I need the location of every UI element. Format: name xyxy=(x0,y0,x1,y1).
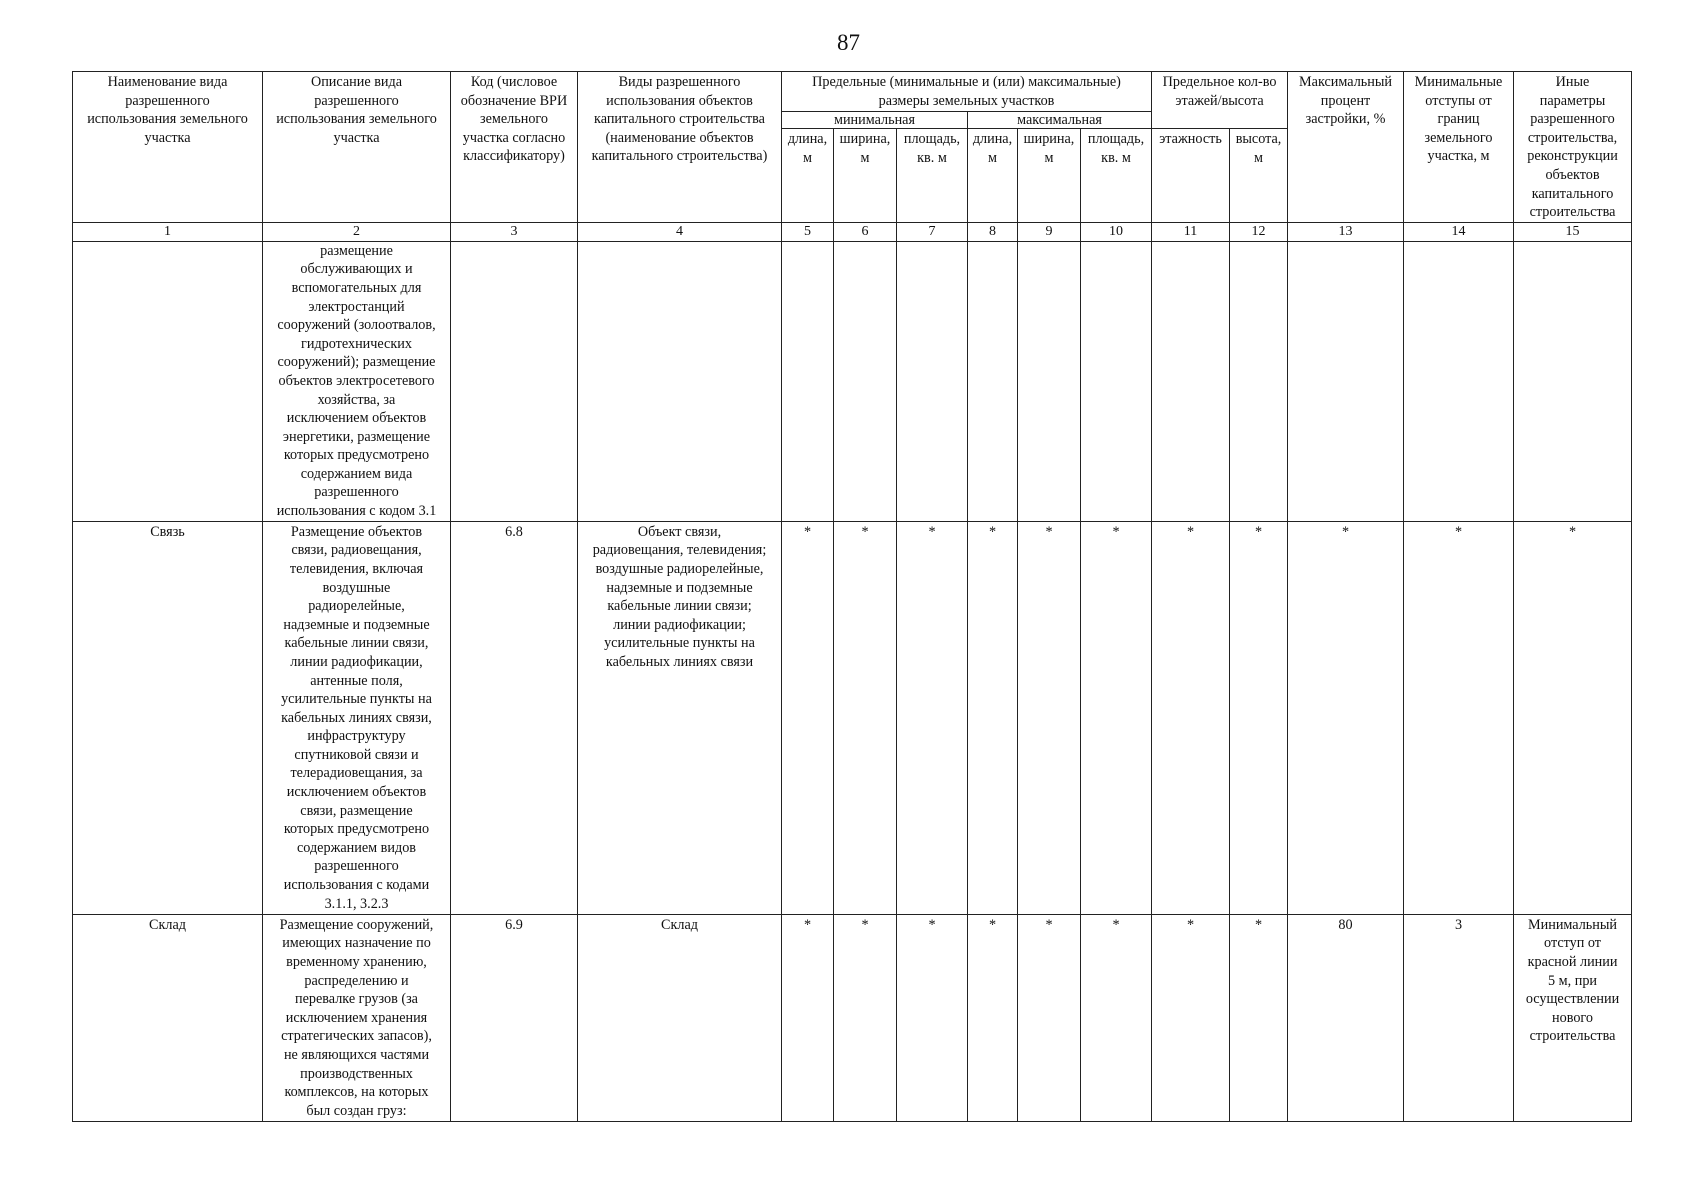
header-max-area: площадь, кв. м xyxy=(1081,129,1152,223)
cell-name: Связь xyxy=(73,521,263,914)
cell-objects: Объект связи, радиовещания, телевидения; воздушные радиорелейные, надземные и подземные кабельные линии связи; линии радиофикации; усилительные пункты на кабельных линиях связи xyxy=(578,521,782,914)
cell-value xyxy=(834,241,897,521)
cell-code xyxy=(451,241,578,521)
header-min-area: площадь, кв. м xyxy=(897,129,968,223)
cell-description: Размещение объектов связи, радиовещания, телевидения, включая воздушные радиорелейные, надземные и подземные кабельные линии связи, линии радиофикации, антенные поля, усилительные пункты на кабельных линиях связи, инфраструктуру спутниковой связи и телерадиовещания, за исключением объектов связи, размещение которых предусмотрено содержанием видов разрешенного использования с кодами 3.1.1, 3.2.3 xyxy=(263,521,451,914)
cell-value xyxy=(1081,241,1152,521)
column-number: 7 xyxy=(897,222,968,241)
header-max-coverage: Максимальный процент застройки, % xyxy=(1288,72,1404,223)
cell-value: * xyxy=(1018,914,1081,1121)
header-min-setbacks: Минимальные отступы от границ земельного участка, м xyxy=(1404,72,1514,223)
table-row xyxy=(73,914,1632,1121)
column-number: 6 xyxy=(834,222,897,241)
cell-value: * xyxy=(897,521,968,914)
header-name: Наименование вида разрешенного использования земельного участка xyxy=(73,72,263,223)
header-size-limits: Предельные (минимальные и (или) максимальные) размеры земельных участков xyxy=(782,72,1152,112)
header-floors-height: Предельное кол-во этажей/высота xyxy=(1152,72,1288,129)
column-number: 9 xyxy=(1018,222,1081,241)
cell-value: 80 xyxy=(1288,914,1404,1121)
column-number: 5 xyxy=(782,222,834,241)
cell-value: * xyxy=(782,914,834,1121)
column-number: 1 xyxy=(73,222,263,241)
cell-value xyxy=(1018,241,1081,521)
column-number: 2 xyxy=(263,222,451,241)
header-code: Код (числовое обозначение ВРИ земельного участка согласно классификатору) xyxy=(451,72,578,223)
column-number: 10 xyxy=(1081,222,1152,241)
header-description: Описание вида разрешенного использования земельного участка xyxy=(263,72,451,223)
column-number: 8 xyxy=(968,222,1018,241)
cell-value xyxy=(1288,241,1404,521)
cell-name xyxy=(73,241,263,521)
table-row xyxy=(73,241,1632,521)
cell-code: 6.8 xyxy=(451,521,578,914)
cell-objects xyxy=(578,241,782,521)
cell-value: * xyxy=(1152,914,1230,1121)
cell-value: * xyxy=(968,914,1018,1121)
cell-value: * xyxy=(1018,521,1081,914)
column-numbers-row xyxy=(73,222,1632,241)
header-max-width: ширина, м xyxy=(1018,129,1081,223)
cell-value: * xyxy=(897,914,968,1121)
cell-value: * xyxy=(1514,521,1632,914)
cell-value xyxy=(1404,241,1514,521)
page-number: 87 xyxy=(837,30,860,55)
header-other-params: Иные параметры разрешенного строительства, реконструкции объектов капитального строительства xyxy=(1514,72,1632,223)
cell-value xyxy=(968,241,1018,521)
cell-name: Склад xyxy=(73,914,263,1121)
header-height: высота, м xyxy=(1230,129,1288,223)
column-number: 3 xyxy=(451,222,578,241)
cell-value xyxy=(1230,241,1288,521)
column-number: 4 xyxy=(578,222,782,241)
cell-objects: Склад xyxy=(578,914,782,1121)
header-minimum: минимальная xyxy=(782,111,968,128)
cell-value: * xyxy=(782,521,834,914)
cell-value: * xyxy=(1230,521,1288,914)
cell-value: * xyxy=(834,914,897,1121)
cell-value xyxy=(1514,241,1632,521)
cell-value xyxy=(1152,241,1230,521)
cell-description: Размещение сооружений, имеющих назначение по временному хранению, распределению и перевалке грузов (за исключением хранения стратегических запасов), не являющихся частями производственных комплексов, на которых был создан груз: xyxy=(263,914,451,1121)
header-min-width: ширина, м xyxy=(834,129,897,223)
cell-value: * xyxy=(1404,521,1514,914)
cell-value: * xyxy=(834,521,897,914)
cell-value: 3 xyxy=(1404,914,1514,1121)
cell-description: размещение обслуживающих и вспомогательных для электростанций сооружений (золоотвалов, гидротехнических сооружений); размещение объектов электросетевого хозяйства, за исключением объектов энергетики, размещение которых предусмотрено содержанием вида разрешенного использования с кодом 3.1 xyxy=(263,241,451,521)
column-number: 13 xyxy=(1288,222,1404,241)
cell-value xyxy=(897,241,968,521)
cell-value xyxy=(782,241,834,521)
header-floors: этажность xyxy=(1152,129,1230,223)
cell-value: * xyxy=(1152,521,1230,914)
column-number: 15 xyxy=(1514,222,1632,241)
header-max-length: длина, м xyxy=(968,129,1018,223)
column-number: 12 xyxy=(1230,222,1288,241)
cell-value: Минимальный отступ от красной линии 5 м, при осуществлении нового строительства xyxy=(1514,914,1632,1121)
column-number: 11 xyxy=(1152,222,1230,241)
land-use-regulations-table xyxy=(72,71,1632,1122)
cell-value: * xyxy=(968,521,1018,914)
cell-code: 6.9 xyxy=(451,914,578,1121)
header-maximum: максимальная xyxy=(968,111,1152,128)
cell-value: * xyxy=(1081,521,1152,914)
header-objects: Виды разрешенного использования объектов капитального строительства (наименование объектов капитального строительства) xyxy=(578,72,782,223)
table-row xyxy=(73,521,1632,914)
column-number: 14 xyxy=(1404,222,1514,241)
cell-value: * xyxy=(1288,521,1404,914)
cell-value: * xyxy=(1230,914,1288,1121)
cell-value: * xyxy=(1081,914,1152,1121)
header-min-length: длина, м xyxy=(782,129,834,223)
